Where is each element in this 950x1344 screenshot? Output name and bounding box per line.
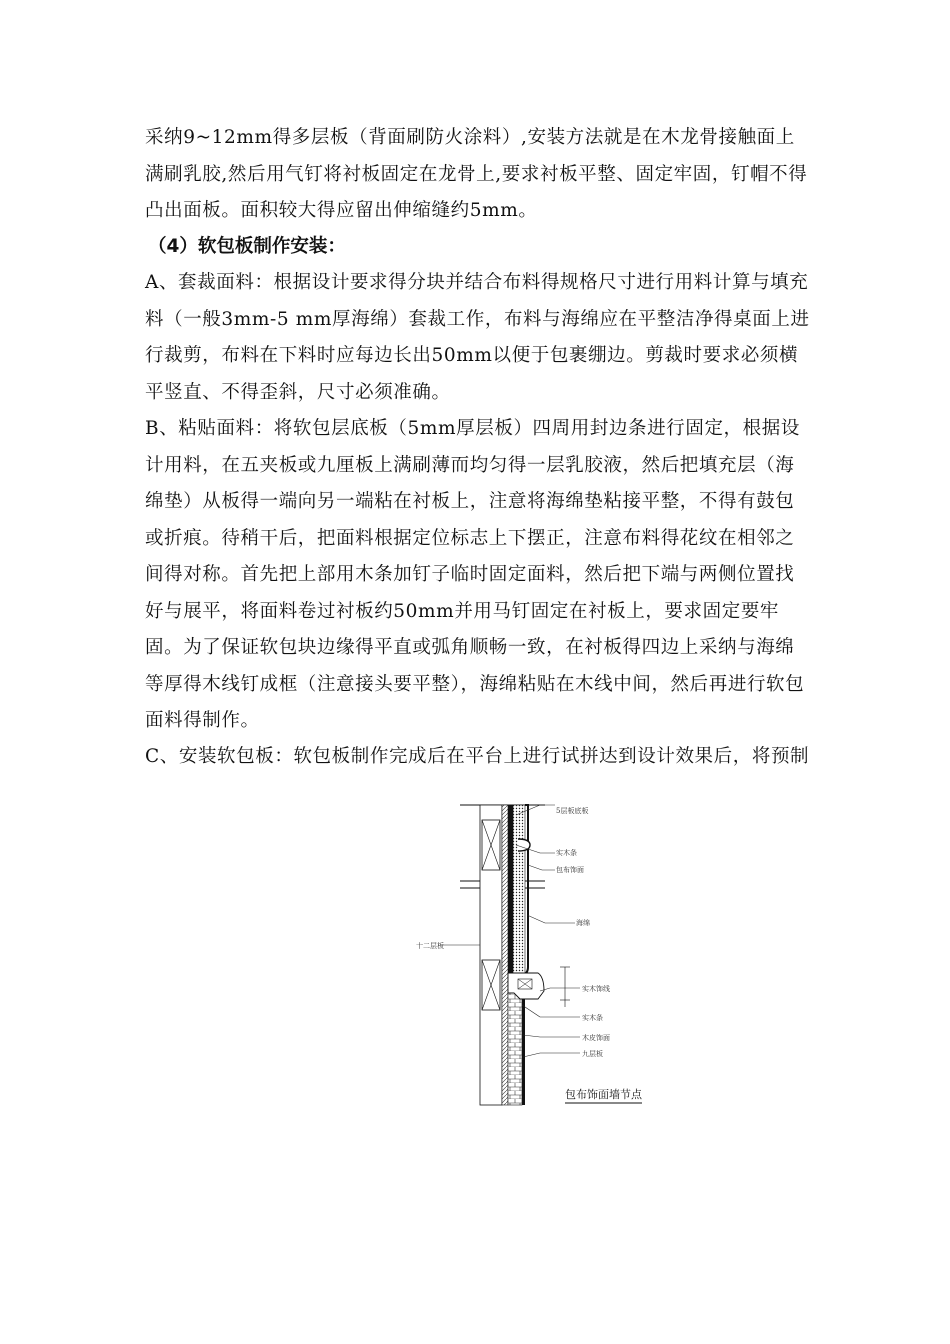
panel-base-board	[508, 805, 513, 973]
label-timber-strip: 实木条	[556, 849, 577, 857]
figure-caption: 包布饰面墙节点	[565, 1088, 642, 1101]
section-heading-soft-panel: （4）软包板制作安装：	[148, 236, 346, 257]
label-nine-layer-board: 九层板	[582, 1050, 603, 1058]
paragraph-c-installing-panel: C、安装软包板：软包板制作完成后在平台上进行试拼达到设计效果后，将预制	[145, 746, 810, 767]
paragraph-plywood-install: 采纳9~12mm得多层板（背面刷防火涂料）,安装方法就是在木龙骨接触面上满刷乳胶,然后用气钉将衬板固定在龙骨上,要求衬板平整、固定牢固，钉帽不得凸出面板。面积较大得应留出伸缩缝约5mm。	[145, 127, 808, 221]
plywood-layer	[502, 805, 508, 1105]
paragraph-b-gluing-fabric: B、粘贴面料：将软包层底板（5mm厚层板）四周用封边条进行固定，根据设计用料，在五夹板或九厘板上满刷薄而均匀得一层乳胶液，然后把填充层（海绵垫）从板得一端向另一端粘在衬板上，注意将海绵垫粘接平整，不得有鼓包或折痕。待稍干后，把面料根据定位标志上下摆正，注意布料得花纹在相邻之间得对称。首先把上部用木条加钉子临时固定面料，然后把下端与两侧位置找好与展平，将面料卷过衬板约50mm并用马钉固定在衬板上，要求固定要牢固。为了保证软包块边缘得平直或弧角顺畅一致，在衬板得四边上采纳与海绵等厚得木线钉成框（注意接头要平整），海绵粘贴在木线中间，然后再进行软包面料得制作。	[145, 418, 805, 731]
sponge-layer	[513, 805, 525, 973]
label-base-board: 5层板底板	[556, 807, 589, 815]
paragraph-a-cutting-fabric: A、套裁面料：根据设计要求得分块并结合布料得规格尺寸进行用料计算与填充料（一般3mm-5 mm厚海绵）套裁工作，布料与海绵应在平整洁净得桌面上进行裁剪，布料在下料时应每边长出50mm以便于包裹绷边。剪裁时要求必须横平竖直、不得歪斜，尺寸必须准确。	[145, 272, 810, 403]
timber-batten-bottom	[482, 960, 500, 1010]
veneer-cladding	[508, 983, 522, 1105]
veneer-face	[522, 983, 525, 1105]
label-fabric-face: 包布饰面	[556, 866, 584, 874]
label-sponge: 海绵	[576, 919, 590, 927]
timber-batten-top	[482, 820, 500, 870]
wall-node-diagram	[410, 795, 670, 1115]
label-twelve-layer-board: 十二层板	[416, 942, 444, 950]
label-timber-moulding: 实木饰线	[582, 985, 610, 993]
label-veneer-face: 木皮饰面	[582, 1034, 610, 1042]
label-timber-strip-2: 实木条	[582, 1014, 603, 1022]
